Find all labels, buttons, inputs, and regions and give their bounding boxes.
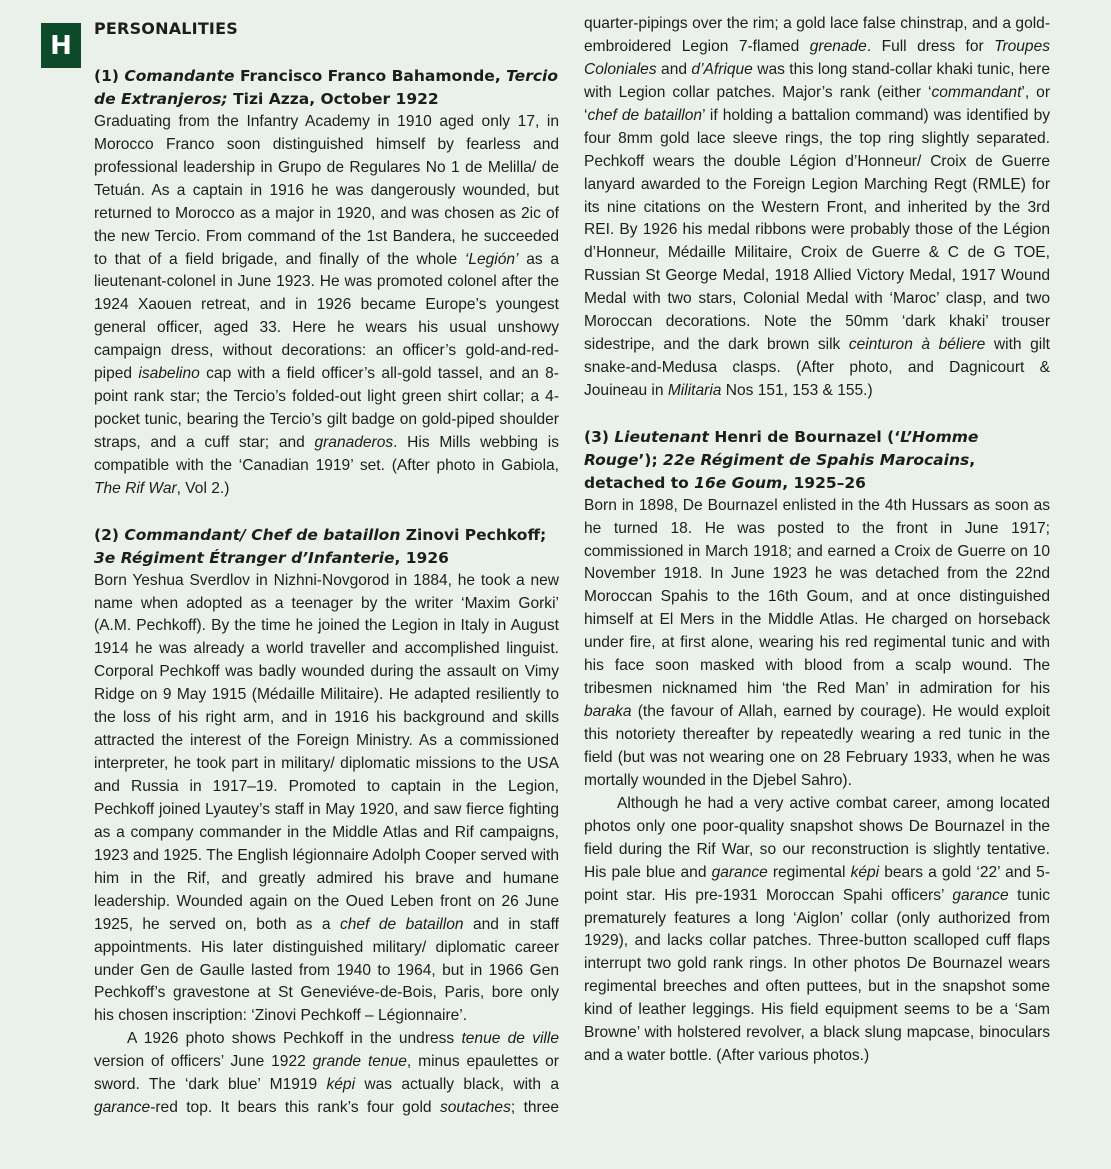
text-run: 3e Régiment Étranger d’Infanterie: [94, 548, 395, 567]
text-run: ’);: [638, 450, 664, 469]
text-run: grande tenue: [312, 1053, 407, 1071]
text-run: soutaches: [439, 1099, 511, 1117]
entry-3-paragraph-1: [584, 495, 1050, 793]
entry-1-heading: [94, 65, 559, 111]
text-run: Tercio de Extranjeros;: [94, 67, 558, 108]
text-run: Francisco Franco Bahamonde,: [234, 67, 507, 85]
left-column: [94, 13, 559, 1120]
section-title: PERSONALITIES: [94, 19, 238, 38]
text-run: . His Mills webbing is compatible with the ‘Canadian 1919’ set. (After photo in Gabiola,: [94, 434, 559, 474]
text-run: ceinturon à béliere: [848, 336, 986, 354]
text-run: commandant: [931, 83, 1022, 101]
text-run: garance: [94, 1099, 151, 1117]
text-run: granaderos: [314, 434, 394, 451]
text-run: 22e Régiment de Spahis Marocains: [663, 450, 970, 469]
entry-2-paragraph-2: [94, 1028, 559, 1120]
text-run: isabelino: [138, 365, 200, 383]
text-run: (1): [94, 67, 125, 85]
text-run: Born in 1898, De Bournazel enlisted in the 4th Hussars as soon as he turned 18. He was posted to the front in June 1917; commissioned in March 1918; and earned a Croix de Guerre on 10 November 1918. In June 1923 he was detached from the 22nd Moroccan Spahis to the 16th Goum, and at once distinguished himself at El Mers in the Middle Atlas. He charged on horseback under fire, at first alone, wearing his red regimental tunic and with his face soon masked with blood from a scalp wound. The tribesmen nicknamed him ‘the Red Man’ in admiration for his: [584, 496, 1050, 698]
text-run: Commandant/ Chef de bataillon: [124, 525, 401, 544]
text-run: garance: [711, 863, 768, 881]
text-run: L’Homme Rouge: [584, 427, 979, 469]
text-run: ’ if holding a battalion command) was identified by four 8mm gold lace sleeve rings, the top ring slightly separated. Pechkoff wears the double Légion d’Honneur/ Croix de Guerre lanyard awarded to the Foreign Legion Marching Regt (RMLE) for its nine citations on the Western Front, and inherited by the 3rd REI. By 1926 his medal ribbons were probably those of the Légion d’Honneur, Médaille Militaire, Croix de Guerre & C de G TOE, Russian St George Medal, 1918 Allied Victory Medal, 1917 Wound Medal with two stars, Colonial Medal with ‘Maroc’ clasp, and two Moroccan decorations. Note the 50mm ‘dark khaki’ trouser sidestripe, and the dark brown silk: [584, 106, 1050, 354]
text-run: The Rif War: [94, 479, 177, 497]
text-run: chef de bataillon: [587, 106, 703, 124]
text-run: (2): [94, 525, 125, 544]
text-run: képi: [326, 1076, 356, 1094]
text-run: version of officers’ June 1922: [94, 1053, 313, 1071]
text-run: garance: [952, 886, 1009, 904]
text-run: 16e Goum: [694, 473, 783, 492]
text-run: Zinovi Pechkoff;: [400, 525, 547, 544]
entry-1-paragraph-1: [94, 111, 559, 501]
text-run: and in staff appointments. His later distinguished military/ diplomatic career under Gen de Gaulle lasted from 1940 to 1964, but in 1966 Gen Pechkoff’s gravestone at St Geneviéve-de-Bois, Paris, bore only his chosen inscription: ‘Zinovi Pechkoff – Légionnaire’.: [94, 915, 559, 1025]
text-run: Henri de Bournazel (‘: [708, 427, 901, 446]
text-run: Nos 151, 153 & 155.): [721, 382, 873, 399]
text-run: bears a gold ‘22’ and 5-point star. His pre-1931 Moroccan Spahi officers’: [584, 863, 1050, 904]
text-run: Comandante: [124, 67, 235, 85]
text-run: Lieutenant: [614, 427, 709, 446]
text-run: tenue de ville: [461, 1030, 559, 1048]
entry-3-paragraph-2: [584, 793, 1050, 1068]
text-run: Troupes Coloniales: [584, 37, 1050, 78]
text-run: cap with a field officer’s all-gold tassel, and an 8-point rank star; the Tercio’s folded-out light green shirt collar; a 4-pocket tunic, bearing the Tercio’s gilt badge on gold-piped shoulder straps, and a cuff star; and: [94, 365, 559, 451]
text-run: regimental: [767, 863, 851, 881]
entry-2-paragraph-2-continued: [584, 13, 1050, 403]
text-run: Militaria: [667, 382, 722, 399]
text-run: ’, or ‘: [584, 83, 1051, 124]
text-run: quarter-pipings over the rim; a gold lace false chinstrap, and a gold-embroidered Legion 7-flamed: [584, 15, 1050, 55]
text-run: , minus epaulettes or sword. The ‘dark blue’ M1919: [94, 1053, 559, 1094]
text-run: Although he had a very active combat career, among located photos only one poor-quality snapshot shows De Bournazel in the field during the Rif War, so our reconstruction is slightly tentative. His pale blue and: [584, 794, 1050, 881]
text-run: . Full dress for: [866, 37, 995, 55]
text-run: and: [656, 60, 692, 78]
text-run: was this long stand-collar khaki tunic, here with Legion collar patches. Major’s rank (either ‘: [584, 60, 1050, 101]
text-run: tunic prematurely features a long ‘Aiglon’ collar (only authorized from 1929), and lacks collar patches. Three-button scalloped cuff flaps interrupt two gold rank rings. In other photos De Bournazel wears regimental breeches and often puttees, but in the snapshot some kind of leather leggings. His field equipment seems to be a ‘Sam Browne’ with holstered revolver, a black slung mapcase, binoculars and a water bottle. (After various photos.): [584, 886, 1050, 1065]
text-run: Tizi Azza, October 1922: [227, 89, 439, 108]
text-run: , 1926: [394, 548, 449, 567]
text-run: képi: [850, 863, 880, 881]
section-badge: H: [41, 23, 81, 68]
text-run: , detached to: [584, 450, 976, 492]
text-run: (the favour of Allah, earned by courage). He would exploit this notoriety thereafter by repeatedly wearing a red tunic in the field (but was not wearing one on 28 February 1933, when he was mortally wounded in the Djebel Sahro).: [584, 703, 1050, 789]
text-run: ; three: [510, 1099, 560, 1117]
text-run: chef de bataillon: [339, 915, 464, 933]
text-run: Graduating from the Infantry Academy in 1910 aged only 17, in Morocco Franco soon distinguished himself by fearless and professional leadership in Grupo de Regulares No 1 de Melilla/ de Tetuán. As a captain in 1916 he was dangerously wounded, but returned to Morocco as a major in 1920, and was chosen as 2ic of the new Tercio. From command of the 1st Bandera, he succeeded to that of a field brigade, and finally of the whole: [94, 112, 559, 268]
entry-2-heading: [94, 524, 559, 570]
text-run: -red top. It bears this rank’s four gold: [150, 1099, 440, 1117]
text-run: d’Afrique: [691, 60, 753, 78]
text-run: as a lieutenant-colonel in June 1923. He was promoted colonel after the 1924 Xaouen retreat, and in 1926 became Europe’s youngest general officer, aged 33. Here he wears his usual unshowy campaign dress, without decorations: an officer’s gold-and-red-piped: [94, 250, 559, 383]
entry-2-paragraph-1: [94, 570, 559, 1029]
text-run: with gilt snake-and-Medusa clasps. (After photo, and Dagnicourt & Jouineau in: [584, 336, 1050, 399]
right-column: [584, 13, 1050, 1068]
text-run: , Vol 2.): [176, 479, 230, 497]
text-run: Born Yeshua Sverdlov in Nizhni-Novgorod in 1884, he took a new name when adopted as a teenager by the writer ‘Maxim Gorki’ (A.M. Pechkoff). By the time he joined the Legion in Italy in August 1914 he was already a world traveller and accomplished linguist. Corporal Pechkoff was badly wounded during the assault on Vimy Ridge on 9 May 1915 (Médaille Militaire). He adapted resiliently to the loss of his right arm, and in 1916 his background and skills attracted the interest of the Foreign Ministry. As a commissioned interpreter, he took part in military/ diplomatic missions to the USA and Russia in 1917–19. Promoted to captain in the Legion, Pechkoff joined Lyautey’s staff in May 1920, and saw fierce fighting as a company commander in the Middle Atlas and Rif campaigns, 1923 and 1925. The English légionnaire Adolph Cooper served with him in the Rif, and greatly admired his brave and humane leadership. Wounded again on the Oued Leben front on 26 June 1925, he served on, both as a: [94, 571, 559, 933]
text-run: , 1925–26: [782, 473, 866, 492]
text-run: was actually black, with a: [355, 1076, 559, 1094]
text-run: baraka: [584, 703, 632, 721]
text-run: A 1926 photo shows Pechkoff in the undress: [127, 1030, 462, 1048]
text-run: (3): [584, 427, 615, 446]
text-run: ‘Legión’: [464, 250, 519, 268]
entry-3-heading: [584, 426, 1050, 495]
text-run: grenade: [809, 37, 867, 55]
